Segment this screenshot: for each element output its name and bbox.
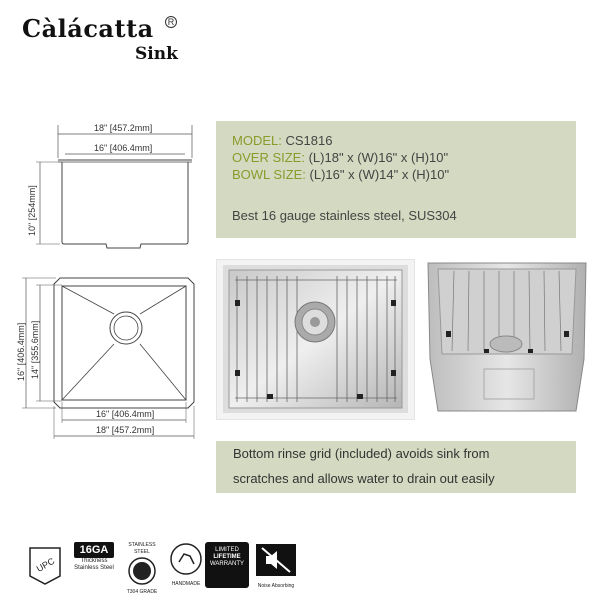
upc-icon	[24, 542, 66, 588]
feature-line-2: scratches and allows water to drain out easily	[233, 471, 495, 486]
height-label: 10" [254mm]	[27, 185, 37, 236]
gauge-badge	[74, 542, 114, 588]
model-key: MODEL:	[232, 133, 282, 148]
warranty-mid: LIFETIME	[213, 554, 241, 560]
sink-top-photo	[216, 259, 415, 420]
warranty-bottom: WARRANTY	[209, 561, 245, 567]
warranty-badge	[205, 542, 249, 588]
upc-label: UPC	[34, 555, 57, 574]
over-size-value: (L)18" x (W)16" x (H)10"	[308, 150, 449, 165]
stainless-top: STAINLESS STEEL	[128, 542, 156, 555]
brand-subname: Sink	[135, 44, 178, 64]
handmade-seal-icon	[166, 542, 206, 576]
bowl-size-line	[232, 167, 449, 182]
bowl-size-value: (L)16" x (W)14" x (H)10"	[309, 167, 450, 182]
over-size-key: OVER SIZE:	[232, 150, 305, 165]
sink-top-illustration	[217, 260, 414, 419]
upc-badge	[24, 542, 66, 588]
model-value: CS1816	[285, 133, 333, 148]
stainless-badge	[120, 542, 164, 595]
sink-angled-photo	[424, 259, 590, 418]
model-line	[232, 133, 332, 148]
inner-depth-label: 14" [355.6mm]	[30, 320, 40, 379]
bowl-size-key: BOWL SIZE:	[232, 167, 306, 182]
brand-logo	[22, 14, 192, 64]
spec-panel	[216, 121, 576, 238]
gauge-sub1: Thickness	[80, 558, 108, 564]
feature-line-1: Bottom rinse grid (included) avoids sink from	[233, 446, 490, 461]
registered-icon: R	[165, 16, 177, 28]
gauge-label: 16GA	[74, 542, 114, 558]
gauge-sub2: Stainless Steel	[74, 565, 114, 571]
plan-inner-width-label: 16" [406.4mm]	[96, 409, 155, 419]
feature-panel	[216, 441, 576, 493]
over-size-line	[232, 150, 448, 165]
no-sound-icon	[254, 542, 298, 578]
plan-outer-width-label: 18" [457.2mm]	[96, 425, 155, 435]
stainless-seal-icon	[120, 556, 164, 586]
warranty-top: LIMITED	[215, 547, 239, 553]
stainless-bottom: T304 GRADE	[126, 589, 158, 595]
outer-depth-label: 16" [406.4mm]	[16, 322, 26, 381]
noise-badge	[254, 542, 298, 588]
plan-view-drawing	[12, 266, 207, 446]
outer-width-label: 18" [457.2mm]	[94, 123, 153, 133]
noise-label: Noise Absorbing	[257, 583, 295, 589]
side-view-drawing	[22, 118, 202, 253]
handmade-label: HANDMADE	[171, 581, 201, 587]
sink-angled-illustration	[424, 259, 590, 418]
material-note: Best 16 gauge stainless steel, SUS304	[232, 208, 457, 223]
handmade-badge	[166, 542, 206, 588]
inner-width-label: 16" [406.4mm]	[94, 143, 153, 153]
brand-name: Càlácatta	[22, 14, 154, 43]
